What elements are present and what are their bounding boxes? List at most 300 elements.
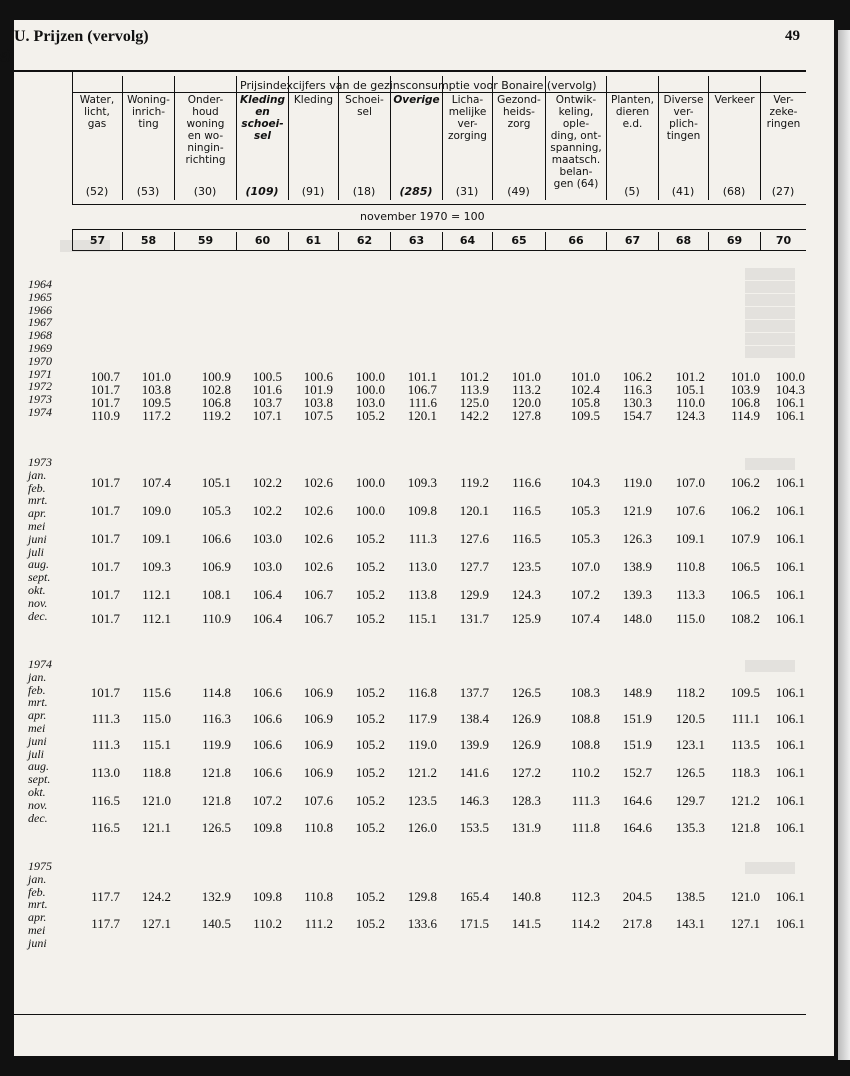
column-weight: (91) [301, 185, 325, 198]
monthly-value-1974: 106.6 [252, 685, 282, 700]
monthly-value-1974: 118.8 [142, 765, 171, 780]
column-header-line: Kleding [293, 94, 334, 106]
row-label-1974: 1974 [28, 657, 52, 671]
monthly-value-1974: 126.5 [201, 820, 231, 835]
monthly-value-1975: 117.7 [91, 916, 120, 931]
column-header-line: Licha- [451, 94, 484, 106]
annual-value: 154.7 [622, 408, 652, 423]
monthly-value-1974: 153.5 [459, 820, 489, 835]
column-number: 57 [72, 232, 122, 250]
monthly-value-1974: 151.9 [622, 737, 652, 752]
annual-value: 113.9 [460, 382, 489, 397]
monthly-value-1974: 106.1 [775, 765, 805, 780]
monthly-value-1973: 104.3 [570, 475, 600, 490]
row-label-1974: okt. [28, 785, 46, 799]
monthly-value-1974: 123.1 [675, 737, 705, 752]
column-header-line: melijke [448, 106, 487, 118]
annual-value: 116.3 [623, 382, 652, 397]
monthly-value-1973: 106.4 [252, 611, 282, 626]
monthly-value-1974: 117.9 [408, 711, 437, 726]
monthly-value-1975: 127.1 [141, 916, 171, 931]
column-number: 70 [760, 232, 806, 250]
annual-value: 124.3 [675, 408, 705, 423]
column-header-line: Verkeer [714, 94, 755, 106]
column-header-line: tingen [666, 130, 701, 142]
annual-value: 101.0 [511, 369, 541, 384]
monthly-value-1975: 109.8 [252, 889, 282, 904]
monthly-value-1974: 109.8 [252, 820, 282, 835]
monthly-value-1974: 127.2 [511, 765, 541, 780]
row-label-1975: jan. [28, 871, 47, 886]
column-header-line: houd [192, 106, 219, 118]
column-header-line: ningin- [187, 142, 224, 154]
column-header-line: sel [254, 130, 271, 142]
column-weight: (31) [455, 185, 479, 198]
column-header [606, 76, 658, 200]
column-header-line: ringen [766, 118, 801, 130]
monthly-value-1974: 116.3 [202, 711, 231, 726]
page-header [14, 28, 800, 50]
monthly-value-1973: 111.3 [408, 531, 437, 546]
monthly-value-1974: 141.6 [459, 765, 489, 780]
monthly-value-1973: 113.8 [408, 587, 437, 602]
column-header [442, 76, 492, 200]
column-header-line: Onder- [187, 94, 224, 106]
monthly-value-1973: 116.6 [512, 475, 541, 490]
row-label-1974: juli [28, 746, 45, 761]
annual-value: 103.8 [141, 382, 171, 397]
monthly-value-1973: 106.1 [775, 559, 805, 574]
column-header [122, 76, 174, 200]
monthly-value-1973: 125.9 [511, 611, 541, 626]
monthly-value-1973: 124.3 [511, 587, 541, 602]
column-header [390, 76, 442, 200]
page-title: U. Prijzen (vervolg) [14, 28, 149, 45]
column-header [545, 76, 606, 200]
monthly-value-1974: 101.7 [90, 685, 120, 700]
annual-value: 103.0 [355, 395, 385, 410]
monthly-value-1973: 101.7 [90, 503, 120, 518]
monthly-value-1975: 112.3 [571, 889, 600, 904]
column-number: 60 [236, 232, 288, 250]
monthly-value-1973: 102.6 [303, 503, 333, 518]
column-header-line: Woning- [127, 94, 170, 106]
monthly-value-1974: 111.1 [731, 711, 760, 726]
monthly-value-1974: 121.8 [201, 765, 231, 780]
page-number: 49 [785, 28, 800, 44]
monthly-value-1974: 108.3 [570, 685, 600, 700]
monthly-value-1973: 106.6 [201, 531, 231, 546]
column-number: 67 [606, 232, 658, 250]
monthly-value-1974: 116.5 [91, 820, 120, 835]
annual-value: 111.6 [408, 395, 437, 410]
column-header [708, 76, 760, 200]
monthly-value-1975: 204.5 [622, 889, 652, 904]
column-weight: (68) [722, 185, 746, 198]
monthly-value-1973: 112.1 [142, 611, 171, 626]
monthly-value-1974: 114.8 [202, 685, 231, 700]
column-header-line: keling, [558, 106, 594, 118]
monthly-value-1973: 126.3 [622, 531, 652, 546]
monthly-value-1974: 121.1 [141, 820, 171, 835]
column-header-line: plich- [669, 118, 698, 130]
monthly-value-1974: 115.0 [142, 711, 171, 726]
monthly-value-1973: 115.0 [676, 611, 705, 626]
monthly-value-1973: 127.6 [459, 531, 489, 546]
monthly-value-1974: 106.1 [775, 685, 805, 700]
row-label-year: 1972 [28, 379, 52, 394]
column-weight: (30) [193, 185, 217, 198]
row-label-year: 1973 [28, 392, 52, 407]
column-header-line: Overige [393, 94, 440, 106]
column-header-line: spanning, [550, 142, 602, 154]
annual-value: 106.1 [775, 408, 805, 423]
monthly-value-1974: 113.0 [91, 765, 120, 780]
monthly-value-1974: 135.3 [675, 820, 705, 835]
row-label-1973: mrt. [28, 493, 48, 508]
page-edge-shadow [838, 30, 850, 1060]
column-number: 58 [122, 232, 174, 250]
annual-value: 101.7 [90, 395, 120, 410]
row-label-1975: apr. [28, 910, 47, 925]
column-header-line: e.d. [622, 118, 643, 130]
annual-value: 130.3 [622, 395, 652, 410]
monthly-value-1974: 131.9 [511, 820, 541, 835]
monthly-value-1973: 109.3 [141, 559, 171, 574]
monthly-value-1973: 109.8 [407, 503, 437, 518]
monthly-value-1973: 106.1 [775, 611, 805, 626]
monthly-value-1973: 107.4 [141, 475, 171, 490]
monthly-value-1973: 105.3 [201, 503, 231, 518]
column-header-line: en [255, 106, 270, 118]
monthly-value-1973: 102.6 [303, 475, 333, 490]
monthly-value-1975: 217.8 [622, 916, 652, 931]
monthly-value-1974: 164.6 [622, 820, 652, 835]
annual-value: 119.2 [202, 408, 231, 423]
monthly-value-1974: 115.6 [142, 685, 171, 700]
annual-value: 105.2 [355, 408, 385, 423]
monthly-value-1973: 103.0 [252, 531, 282, 546]
row-label-year: 1965 [28, 289, 52, 304]
annual-value: 127.8 [511, 408, 541, 423]
monthly-value-1975: 105.2 [355, 916, 385, 931]
column-header-line: zorg [507, 118, 531, 130]
monthly-value-1975: 133.6 [407, 916, 437, 931]
column-number: 66 [545, 232, 606, 250]
monthly-value-1974: 126.5 [675, 765, 705, 780]
annual-value: 101.0 [141, 369, 171, 384]
column-header-line: licht, [84, 106, 110, 118]
left-edge-fragment: g) [0, 48, 12, 63]
monthly-value-1974: 106.1 [775, 711, 805, 726]
column-header-line: maatsch. [551, 154, 601, 166]
column-number: 64 [442, 232, 492, 250]
annual-value: 100.6 [303, 369, 333, 384]
annual-value: 102.4 [570, 382, 600, 397]
monthly-value-1974: 110.2 [571, 765, 600, 780]
annual-value: 109.5 [570, 408, 600, 423]
column-header-line: ding, ont- [550, 130, 602, 142]
monthly-value-1974: 119.0 [408, 737, 437, 752]
annual-value: 142.2 [459, 408, 489, 423]
column-numbers-top [72, 229, 806, 230]
annual-value: 106.1 [775, 395, 805, 410]
monthly-value-1973: 108.1 [201, 587, 231, 602]
monthly-value-1973: 101.7 [90, 559, 120, 574]
monthly-value-1975: 171.5 [459, 916, 489, 931]
monthly-value-1974: 138.4 [459, 711, 489, 726]
monthly-value-1973: 105.2 [355, 559, 385, 574]
annual-value: 103.8 [303, 395, 333, 410]
monthly-value-1974: 108.8 [570, 737, 600, 752]
monthly-value-1974: 109.5 [730, 685, 760, 700]
monthly-value-1973: 101.7 [90, 611, 120, 626]
annual-value: 110.9 [91, 408, 120, 423]
row-label-1975: mrt. [28, 897, 48, 912]
row-label-1974: juni [28, 733, 47, 748]
row-label-year: 1969 [28, 341, 52, 355]
column-number: 69 [708, 232, 760, 250]
annual-value: 117.2 [142, 408, 171, 423]
column-header-line: ver- [457, 118, 478, 130]
monthly-value-1973: 105.2 [355, 587, 385, 602]
column-header-line: gas [87, 118, 107, 130]
annual-value: 120.0 [511, 395, 541, 410]
column-number: 61 [288, 232, 338, 250]
monthly-value-1973: 107.2 [570, 587, 600, 602]
monthly-value-1974: 121.2 [407, 765, 437, 780]
monthly-value-1974: 106.9 [303, 737, 333, 752]
column-header-line: belan- [559, 166, 593, 178]
annual-value: 120.1 [407, 408, 437, 423]
monthly-value-1974: 106.6 [252, 737, 282, 752]
row-label-1973: nov. [28, 595, 48, 610]
monthly-value-1974: 111.3 [91, 711, 120, 726]
monthly-value-1974: 105.2 [355, 765, 385, 780]
monthly-value-1973: 105.2 [355, 611, 385, 626]
monthly-value-1974: 129.7 [675, 793, 705, 808]
monthly-value-1974: 118.3 [731, 765, 760, 780]
monthly-value-1973: 121.9 [622, 503, 652, 518]
monthly-value-1974: 107.6 [303, 793, 333, 808]
monthly-value-1973: 115.1 [408, 611, 437, 626]
monthly-value-1975: 138.5 [675, 889, 705, 904]
monthly-value-1975: 165.4 [459, 889, 489, 904]
column-header-line: ting [138, 118, 159, 130]
monthly-value-1975: 121.0 [730, 889, 760, 904]
row-label-1974: jan. [28, 669, 47, 684]
monthly-value-1973: 106.1 [775, 587, 805, 602]
annual-value: 113.2 [512, 382, 541, 397]
annual-value: 101.0 [570, 369, 600, 384]
row-label-1974: nov. [28, 797, 48, 812]
column-header-line: zorging [448, 130, 487, 142]
column-number: 59 [174, 232, 236, 250]
row-label-1973: juli [28, 544, 45, 559]
column-weight: (18) [352, 185, 376, 198]
monthly-value-1974: 123.5 [407, 793, 437, 808]
annual-value: 106.2 [622, 369, 652, 384]
column-header-line: zeke- [769, 106, 798, 118]
annual-value: 102.8 [201, 382, 231, 397]
monthly-value-1974: 121.2 [730, 793, 760, 808]
column-weight: (5) [624, 185, 640, 198]
monthly-value-1973: 106.5 [730, 559, 760, 574]
row-label-1973: mei [28, 519, 46, 533]
monthly-value-1973: 127.7 [459, 559, 489, 574]
monthly-value-1974: 152.7 [622, 765, 652, 780]
row-label-1973: dec. [28, 608, 48, 623]
annual-value: 101.7 [90, 382, 120, 397]
annual-value: 100.0 [355, 382, 385, 397]
monthly-value-1973: 113.0 [408, 559, 437, 574]
column-header-line: Diverse [663, 94, 704, 106]
monthly-value-1975: 124.2 [141, 889, 171, 904]
monthly-value-1973: 105.2 [355, 531, 385, 546]
monthly-value-1973: 106.1 [775, 503, 805, 518]
row-label-1973: sept. [28, 570, 51, 585]
column-header-line: Planten, [611, 94, 654, 106]
monthly-value-1974: 137.7 [459, 685, 489, 700]
column-weight: (27) [771, 185, 795, 198]
row-label-year: 1967 [28, 315, 52, 330]
monthly-value-1973: 106.7 [303, 611, 333, 626]
annual-value: 114.9 [731, 408, 760, 423]
column-header-line: dieren [615, 106, 650, 118]
annual-value: 100.7 [90, 369, 120, 384]
monthly-value-1973: 129.9 [459, 587, 489, 602]
monthly-value-1973: 119.2 [460, 475, 489, 490]
monthly-value-1973: 123.5 [511, 559, 541, 574]
monthly-value-1974: 164.6 [622, 793, 652, 808]
row-label-1973: okt. [28, 583, 46, 597]
annual-value: 100.9 [201, 369, 231, 384]
column-weight: (53) [136, 185, 160, 198]
annual-value: 101.0 [730, 369, 760, 384]
monthly-value-1973: 100.0 [355, 475, 385, 490]
column-header-line: richting [185, 154, 226, 166]
monthly-value-1973: 106.2 [730, 503, 760, 518]
monthly-value-1974: 121.0 [141, 793, 171, 808]
column-weight: (109) [245, 185, 279, 198]
column-header-line: Schoei- [345, 94, 384, 106]
monthly-value-1973: 119.0 [623, 475, 652, 490]
row-label-1973: 1973 [28, 455, 52, 469]
monthly-value-1973: 101.7 [90, 587, 120, 602]
table-bottom-rule [14, 1014, 806, 1015]
monthly-value-1974: 111.8 [571, 820, 600, 835]
monthly-value-1974: 116.8 [408, 685, 437, 700]
monthly-value-1973: 112.1 [142, 587, 171, 602]
column-header-line: Kleding [240, 94, 285, 106]
monthly-value-1973: 106.7 [303, 587, 333, 602]
monthly-value-1973: 106.5 [730, 587, 760, 602]
monthly-value-1973: 110.9 [202, 611, 231, 626]
monthly-value-1974: 115.1 [142, 737, 171, 752]
column-header-line: Gezond- [497, 94, 541, 106]
monthly-value-1974: 105.2 [355, 793, 385, 808]
row-label-1973: feb. [28, 480, 46, 495]
column-header [658, 76, 708, 200]
row-label-1974: apr. [28, 708, 47, 723]
monthly-value-1974: 121.8 [730, 820, 760, 835]
column-header [72, 76, 122, 200]
monthly-value-1974: 106.1 [775, 820, 805, 835]
monthly-value-1975: 140.8 [511, 889, 541, 904]
monthly-value-1974: 146.3 [459, 793, 489, 808]
column-header-line: ople- [562, 118, 590, 130]
column-number: 63 [390, 232, 442, 250]
monthly-value-1973: 109.1 [675, 531, 705, 546]
monthly-value-1973: 106.9 [201, 559, 231, 574]
annual-value: 100.5 [252, 369, 282, 384]
column-header-line: sel [357, 106, 372, 118]
row-label-1974: aug. [28, 759, 49, 774]
monthly-value-1973: 109.3 [407, 475, 437, 490]
monthly-value-1974: 106.6 [252, 765, 282, 780]
row-label-1973: aug. [28, 557, 49, 572]
monthly-value-1973: 116.5 [512, 503, 541, 518]
table-group-title: Prijsindexcijfers van de gezinsconsumptie voor Bonaire (vervolg) [240, 79, 597, 92]
column-header [236, 76, 288, 200]
monthly-value-1975: 143.1 [675, 916, 705, 931]
monthly-value-1974: 106.9 [303, 711, 333, 726]
column-number: 65 [492, 232, 545, 250]
monthly-value-1975: 132.9 [201, 889, 231, 904]
column-header-line: ver- [673, 106, 694, 118]
row-label-year: 1970 [28, 353, 52, 368]
column-header-line: schoei- [241, 118, 284, 130]
monthly-value-1974: 121.8 [201, 793, 231, 808]
monthly-value-1974: 106.6 [252, 711, 282, 726]
monthly-value-1973: 109.0 [141, 503, 171, 518]
monthly-value-1973: 109.1 [141, 531, 171, 546]
row-label-1974: dec. [28, 810, 48, 825]
row-label-1974: mei [28, 721, 46, 735]
monthly-value-1974: 120.5 [675, 711, 705, 726]
monthly-value-1974: 116.5 [91, 793, 120, 808]
column-weight: (285) [399, 185, 433, 198]
monthly-value-1973: 102.2 [252, 503, 282, 518]
annual-value: 100.0 [355, 369, 385, 384]
column-header [760, 76, 806, 200]
annual-value: 105.8 [570, 395, 600, 410]
monthly-value-1974: 105.2 [355, 737, 385, 752]
row-label-year: 1968 [28, 328, 52, 343]
left-edge-rule [0, 92, 10, 93]
monthly-value-1975: 117.7 [91, 889, 120, 904]
monthly-value-1975: 110.2 [253, 916, 282, 931]
monthly-value-1973: 107.9 [730, 531, 760, 546]
monthly-value-1973: 110.8 [676, 559, 705, 574]
monthly-value-1973: 106.1 [775, 531, 805, 546]
row-label-1975: juni [28, 935, 47, 950]
column-header-line: heids- [503, 106, 535, 118]
row-label-year: 1966 [28, 302, 52, 317]
column-header-line: gen (64) [553, 178, 599, 190]
monthly-value-1975: 110.8 [304, 889, 333, 904]
monthly-value-1974: 118.2 [676, 685, 705, 700]
monthly-value-1974: 111.3 [571, 793, 600, 808]
monthly-value-1974: 106.1 [775, 737, 805, 752]
monthly-value-1973: 107.0 [570, 559, 600, 574]
monthly-value-1973: 107.4 [570, 611, 600, 626]
monthly-value-1975: 127.1 [730, 916, 760, 931]
monthly-value-1975: 111.2 [304, 916, 333, 931]
monthly-value-1973: 148.0 [622, 611, 652, 626]
monthly-value-1973: 102.6 [303, 559, 333, 574]
column-header-line: Ontwik- [555, 94, 597, 106]
